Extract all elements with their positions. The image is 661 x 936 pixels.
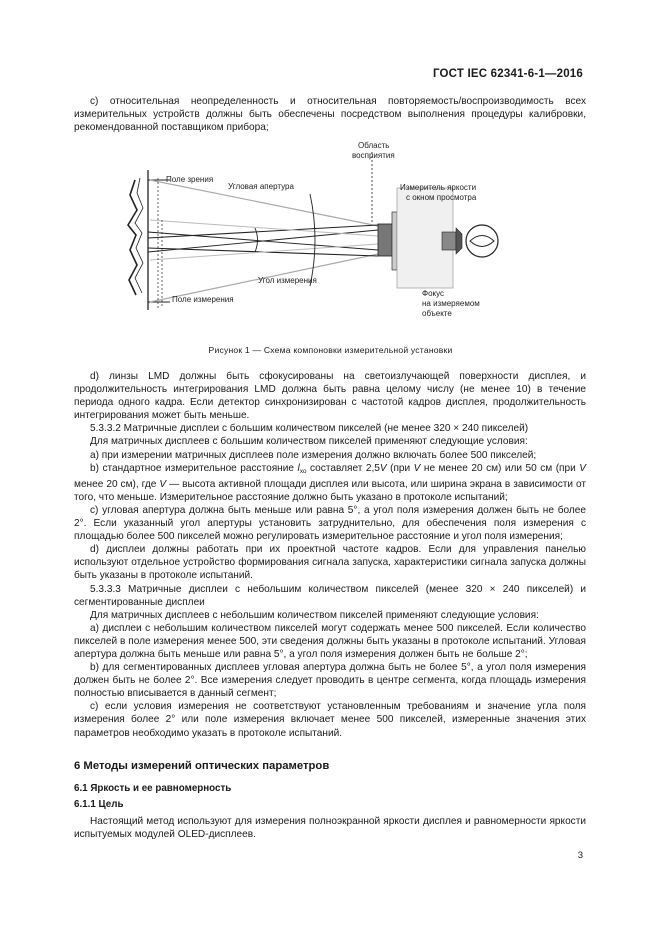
label-meter-2: с окном просмотра bbox=[406, 193, 477, 202]
aperture-arc bbox=[310, 194, 315, 286]
eyepiece bbox=[442, 232, 456, 250]
section-6-1-title: 6.1 Яркость и ее равномерность bbox=[74, 783, 232, 794]
label-perception-1: Область bbox=[358, 141, 390, 150]
section-6-1-1-paragraph: Настоящий метод используют для измерения полноэкранной яркости дисплея и равномерности яркости испытуемых модулей OLED-дисплеев. bbox=[74, 816, 586, 841]
label-field-of-view: Поле зрения bbox=[166, 175, 214, 184]
section-5-3-3-3-b: b) для сегментированных дисплеев угловая апертура должна быть не более 5°, а угол поля измерения должен быть не более 2°. Все измерения следует проводить в центре сегмента, когда площадь измерения полностью вписывается в данный сегмент; bbox=[74, 662, 586, 700]
paragraph-c bbox=[74, 95, 586, 134]
label-perception-2: восприятия bbox=[352, 151, 395, 160]
perception-plate bbox=[392, 212, 397, 270]
label-meter-1: Измеритель яркости bbox=[400, 183, 477, 192]
label-focus-3: объекте bbox=[422, 309, 452, 318]
section-5-3-3-2: 5.3.3.2 Матричные дисплеи с большим количеством пикселей (не менее 320 × 240 пикселей) bbox=[90, 423, 529, 435]
section-6-1-1-text bbox=[74, 815, 586, 841]
figure-caption: Рисунок 1 — Схема компоновки измерительной установки bbox=[208, 345, 453, 355]
page-number: 3 bbox=[577, 850, 583, 861]
section-6-title: 6 Методы измерений оптических параметров bbox=[74, 760, 330, 772]
label-measurement-angle: Угол измерения bbox=[258, 276, 317, 285]
label-focus-1: Фокус bbox=[422, 289, 445, 298]
section-5-3-3-3: 5.3.3.3 Матричные дисплеи с небольшим количеством пикселей (менее 320 × 240 пикселей) и сегментированные дисплеи bbox=[74, 583, 586, 608]
section-5-3-3-3-intro: Для матричных дисплеев с небольшим количеством пикселей применяют следующие условия: bbox=[90, 609, 539, 621]
aperture-line-top bbox=[148, 225, 378, 238]
label-focus-2: на измеряемом bbox=[422, 299, 480, 308]
paragraph-c-text: c) относительная неопределенность и относительная повторяемость/воспроизводимость всех измерительных устройств должны быть обеспечены посредством выполнения процедуры калибровки, рекомендованной поставщиком прибора; bbox=[74, 96, 586, 134]
body-text bbox=[74, 370, 586, 740]
document-header: ГОСТ IEC 62341-6-1—2016 bbox=[432, 68, 583, 80]
section-5-3-3-2-d: d) дисплеи должны работать при их проектной частоте кадров. Если для управления панелью используют отдельное устройство формирования сигнала запуска, характеристики сигнала запуска должны быть указаны в протоколе испытаний. bbox=[74, 544, 586, 582]
section-6-1-1-title: 6.1.1 Цель bbox=[74, 799, 124, 810]
paragraph-d: d) линзы LMD должны быть сфокусированы на светоизлучающей поверхности дисплея, и продолжительность интегрирования LMD должна быть равна целому числу (не менее 10) в течение периода одного кадра. Если детектор синхронизирован с частотой кадров дисплея, продолжительность интегрирования может быть меньше. bbox=[74, 371, 586, 422]
display-surface bbox=[128, 180, 137, 295]
label-measurement-field: Поле измерения bbox=[172, 295, 234, 304]
section-5-3-3-2-c: c) угловая апертура должна быть меньше или равна 5°, а угол поля измерения должен быть не более 2°. Если указанный угол апертуры установить затруднительно, для обеспечения поля измерения с площадью более 500 пикселей можно регулировать измерительное расстояние и угол поля измерения; bbox=[74, 504, 586, 543]
section-5-3-3-2-a: a) при измерении матричных дисплеев поле измерения должно включать более 500 пикселей; bbox=[90, 449, 537, 461]
section-5-3-3-2-intro: Для матричных дисплеев с большим количеством пикселей применяют следующие условия: bbox=[90, 436, 528, 448]
section-5-3-3-2-b: b) стандартное измерительное расстояние $l_{хо}$ составляет 2,5V (при V не менее 20 см) или 50 см (при V менее 20 см), где V — высота активной площади дисплея или высота, или ширина экрана в зависимости от того, что меньше. Измерительное расстояние должно быть указано в протоколе испытаний; bbox=[74, 462, 586, 503]
label-angular-aperture: Угловая апертура bbox=[228, 182, 294, 191]
lens bbox=[378, 224, 392, 256]
figure-1 bbox=[110, 140, 550, 340]
section-5-3-3-3-a: a) дисплеи с небольшим количеством пикселей могут содержать менее 500 пикселей. Если количество пикселей в поле измерения менее 500, эти сведения должны быть указаны в протоколе испытаний. Угловая апертура должна быть меньше или равна 5°, а угол поля измерения должен быть не больше 2°; bbox=[74, 622, 586, 660]
figure-1-diagram bbox=[110, 140, 550, 340]
section-5-3-3-3-c: c) если условия измерения не соответствуют установленным требованиям и значение угла поля измерения более 2° или поле измерения включает менее 500 пикселей, измеренные значения этих параметров необходимо указать в протоколе испытаний. bbox=[74, 701, 586, 739]
